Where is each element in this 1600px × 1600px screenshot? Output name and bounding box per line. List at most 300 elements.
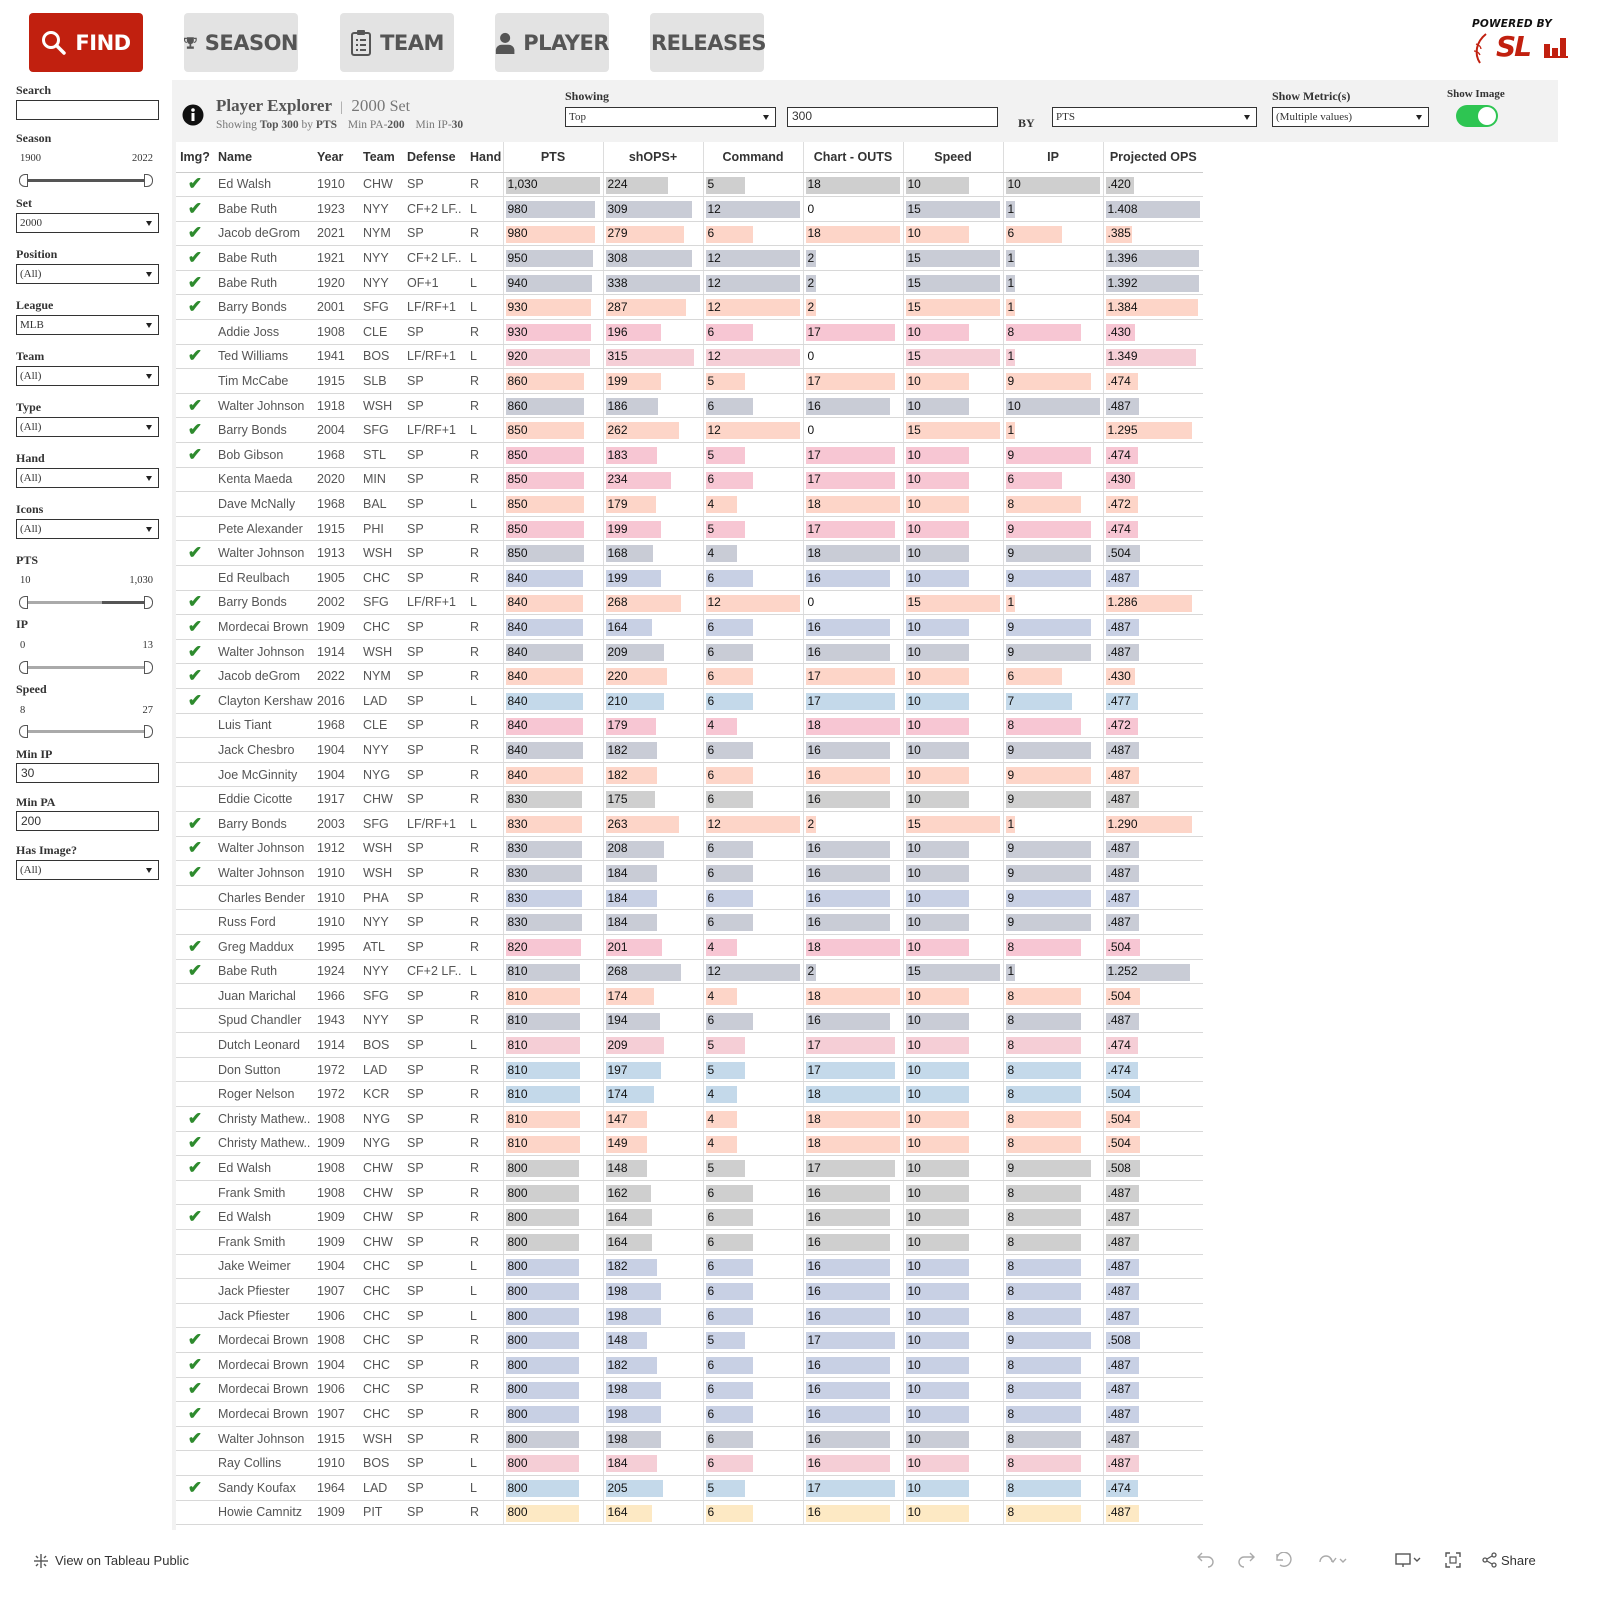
checkmark-icon: ✔ <box>187 592 203 612</box>
has-image-cell <box>176 1205 214 1230</box>
chart-outs-value: 17 <box>807 521 821 536</box>
fullscreen-icon[interactable] <box>1443 1552 1463 1568</box>
set-label: Set <box>16 196 32 210</box>
pts-value: 830 <box>507 865 528 880</box>
shops-value: 198 <box>607 1284 628 1299</box>
hand-select[interactable] <box>16 468 159 488</box>
table-row[interactable] <box>176 1082 1203 1107</box>
command-value: 6 <box>707 1308 715 1323</box>
has-image-cell <box>176 295 214 320</box>
command-column-header[interactable]: Command <box>703 142 803 172</box>
table-row[interactable] <box>176 639 1203 664</box>
chevron-down-icon <box>146 476 152 481</box>
table-row[interactable] <box>176 541 1203 566</box>
projected-ops-value: .474 <box>1107 521 1131 536</box>
table-row[interactable] <box>176 221 1203 246</box>
has-image-cell <box>176 344 214 369</box>
pts-column-header[interactable]: PTS <box>503 142 603 172</box>
year-cell: 1909 <box>313 1205 359 1230</box>
player-name-cell[interactable]: Clayton Kershaw <box>214 688 313 713</box>
table-row[interactable] <box>176 984 1203 1009</box>
player-name-cell[interactable]: Babe Ruth <box>214 246 313 271</box>
table-row[interactable] <box>176 369 1203 394</box>
player-name-cell[interactable]: Barry Bonds <box>214 295 313 320</box>
player-name-cell[interactable]: Ted Williams <box>214 344 313 369</box>
table-row[interactable] <box>176 1500 1203 1525</box>
player-name-cell[interactable]: Jack Chesbro <box>214 738 313 763</box>
position-label: Position <box>16 247 58 261</box>
player-name-cell[interactable]: Mordecai Brown <box>214 1377 313 1402</box>
table-row[interactable] <box>176 295 1203 320</box>
defense-cell: SP <box>403 1033 466 1058</box>
table-row[interactable] <box>176 590 1203 615</box>
powered-by-text: POWERED BY <box>1472 18 1553 30</box>
has-image-cell <box>176 1303 214 1328</box>
table-row[interactable] <box>176 1230 1203 1255</box>
player-name-cell[interactable]: Frank Smith <box>214 1230 313 1255</box>
hand-cell: R <box>466 1353 503 1378</box>
player-name-cell[interactable]: Mordecai Brown <box>214 615 313 640</box>
command-value: 12 <box>707 349 721 364</box>
player-name-cell[interactable]: Howie Camnitz <box>214 1500 313 1525</box>
search-input[interactable] <box>16 100 159 120</box>
player-name-cell[interactable]: Ed Walsh <box>214 1205 313 1230</box>
has-image-label: Has Image? <box>16 843 77 857</box>
min-pa-input[interactable]: 200 <box>16 811 159 831</box>
player-name-cell[interactable]: Mordecai Brown <box>214 1402 313 1427</box>
ip-value: 10 <box>1007 177 1021 192</box>
table-row[interactable] <box>176 1303 1203 1328</box>
chart-outs-cell <box>803 221 903 246</box>
table-row[interactable] <box>176 1279 1203 1304</box>
player-name-cell[interactable]: Bob Gibson <box>214 443 313 468</box>
command-value: 6 <box>707 865 715 880</box>
team-column-header[interactable]: Team <box>359 142 403 172</box>
pts-value: 820 <box>507 939 528 954</box>
player-name-cell[interactable]: Dave McNally <box>214 492 313 517</box>
chart-outs-value: 17 <box>807 669 821 684</box>
speed-slider[interactable] <box>24 730 152 733</box>
player-name-cell[interactable]: Walter Johnson <box>214 836 313 861</box>
table-row[interactable] <box>176 910 1203 935</box>
ip-bar <box>1006 1283 1081 1300</box>
table-row[interactable] <box>176 1328 1203 1353</box>
table-row[interactable] <box>176 320 1203 345</box>
speed-value: 10 <box>907 177 921 192</box>
table-row[interactable] <box>176 270 1203 295</box>
redo-icon[interactable] <box>1236 1552 1256 1568</box>
icons-select[interactable] <box>16 519 159 539</box>
year-cell: 1920 <box>313 270 359 295</box>
shops-column-header[interactable]: shOPS+ <box>603 142 703 172</box>
player-button[interactable] <box>495 13 609 72</box>
chart-outs-cell <box>803 713 903 738</box>
ip-value: 8 <box>1007 497 1015 512</box>
projected-ops-value: .487 <box>1107 1210 1131 1225</box>
player-name-cell[interactable]: Babe Ruth <box>214 197 313 222</box>
player-name-cell[interactable]: Spud Chandler <box>214 1008 313 1033</box>
min-pa-label: Min PA <box>16 795 56 809</box>
has-image-cell <box>176 959 214 984</box>
pts-value: 800 <box>507 1456 528 1471</box>
table-row[interactable] <box>176 836 1203 861</box>
table-row[interactable] <box>176 713 1203 738</box>
table-row[interactable] <box>176 1131 1203 1156</box>
season-slider[interactable] <box>24 179 152 182</box>
table-row[interactable] <box>176 664 1203 689</box>
speed-cell <box>903 492 1003 517</box>
table-row[interactable] <box>176 762 1203 787</box>
player-name-cell[interactable]: Christy Mathew.. <box>214 1131 313 1156</box>
table-row[interactable] <box>176 172 1203 197</box>
team-cell: NYY <box>359 738 403 763</box>
table-row[interactable] <box>176 1156 1203 1181</box>
player-name-cell[interactable]: Jacob deGrom <box>214 221 313 246</box>
speed-cell <box>903 1426 1003 1451</box>
table-row[interactable] <box>176 861 1203 886</box>
command-value: 12 <box>707 251 721 266</box>
season-button[interactable] <box>184 13 298 72</box>
has-image-cell <box>176 1180 214 1205</box>
player-name-cell[interactable]: Joe McGinnity <box>214 762 313 787</box>
player-name-cell[interactable]: Walter Johnson <box>214 861 313 886</box>
view-on-tableau-link[interactable]: View on Tableau Public <box>55 1553 189 1568</box>
chart-outs-value: 18 <box>807 718 821 733</box>
pts-value: 800 <box>507 1161 528 1176</box>
table-row[interactable] <box>176 344 1203 369</box>
player-name-cell[interactable]: Luis Tiant <box>214 713 313 738</box>
chart-outs-value: 17 <box>807 693 821 708</box>
speed-cell <box>903 1057 1003 1082</box>
season-slider-min-handle[interactable] <box>19 174 28 187</box>
player-name-cell[interactable]: Walter Johnson <box>214 393 313 418</box>
find-button[interactable] <box>29 13 143 72</box>
table-row[interactable] <box>176 688 1203 713</box>
shops-cell <box>603 344 703 369</box>
player-name-cell[interactable]: Kenta Maeda <box>214 467 313 492</box>
shops-cell <box>603 1475 703 1500</box>
count-input[interactable]: 300 <box>787 107 998 127</box>
player-name-cell[interactable]: Pete Alexander <box>214 516 313 541</box>
checkmark-icon: ✔ <box>187 690 203 710</box>
hand-cell: R <box>466 664 503 689</box>
type-select[interactable] <box>16 417 159 437</box>
table-row[interactable] <box>176 467 1203 492</box>
speed-value: 10 <box>907 742 921 757</box>
player-name-cell[interactable]: Ed Walsh <box>214 1156 313 1181</box>
chart-outs-column-header[interactable]: Chart - OUTS <box>803 142 903 172</box>
player-name-cell[interactable]: Christy Mathew.. <box>214 1107 313 1132</box>
projected-ops-column-header[interactable]: Projected OPS <box>1103 142 1203 172</box>
by-select[interactable] <box>1052 107 1257 127</box>
chart-outs-cell <box>803 246 903 271</box>
chart-outs-cell <box>803 566 903 591</box>
info-icon[interactable] <box>182 104 204 126</box>
table-row[interactable] <box>176 246 1203 271</box>
speed-cell <box>903 566 1003 591</box>
speed-value: 10 <box>907 1382 921 1397</box>
player-name-cell[interactable]: Jacob deGrom <box>214 664 313 689</box>
table-row[interactable] <box>176 1402 1203 1427</box>
table-row[interactable] <box>176 1057 1203 1082</box>
defense-cell: SP <box>403 738 466 763</box>
player-name-cell[interactable]: Juan Marichal <box>214 984 313 1009</box>
shops-cell <box>603 1033 703 1058</box>
releases-label: RELEASES <box>650 30 767 55</box>
chart-outs-value: 16 <box>807 915 821 930</box>
speed-column-header[interactable]: Speed <box>903 142 1003 172</box>
table-row[interactable] <box>176 443 1203 468</box>
ip-bar <box>1006 767 1091 784</box>
pts-value: 860 <box>507 374 528 389</box>
command-cell <box>703 418 803 443</box>
player-name-cell[interactable]: Barry Bonds <box>214 590 313 615</box>
ip-value: 8 <box>1007 1087 1015 1102</box>
speed-cell <box>903 984 1003 1009</box>
table-row[interactable] <box>176 1033 1203 1058</box>
table-row[interactable] <box>176 1107 1203 1132</box>
pts-value: 800 <box>507 1234 528 1249</box>
table-row[interactable] <box>176 492 1203 517</box>
ip-value: 8 <box>1007 1357 1015 1372</box>
ip-cell <box>1003 467 1103 492</box>
ip-value: 9 <box>1007 841 1015 856</box>
type-label: Type <box>16 400 42 414</box>
year-column-header[interactable]: Year <box>313 142 359 172</box>
undo-icon[interactable] <box>1196 1552 1216 1568</box>
table-row[interactable] <box>176 787 1203 812</box>
table-row[interactable] <box>176 959 1203 984</box>
speed-cell <box>903 1475 1003 1500</box>
ip-slider-max-handle[interactable] <box>144 661 153 674</box>
season-filter-label: Season <box>16 131 52 145</box>
ip-slider[interactable] <box>24 666 152 669</box>
player-name-cell[interactable]: Addie Joss <box>214 320 313 345</box>
pts-value: 830 <box>507 841 528 856</box>
min-ip-input[interactable]: 30 <box>16 763 159 783</box>
table-row[interactable] <box>176 393 1203 418</box>
ip-column-header[interactable]: IP <box>1003 142 1103 172</box>
pts-cell <box>503 221 603 246</box>
command-value: 4 <box>707 718 715 733</box>
command-value: 6 <box>707 669 715 684</box>
defense-column-header[interactable]: Defense <box>403 142 466 172</box>
player-name-cell[interactable]: Babe Ruth <box>214 959 313 984</box>
pts-value: 840 <box>507 693 528 708</box>
shops-value: 198 <box>607 1431 628 1446</box>
speed-value: 10 <box>907 767 921 782</box>
player-name-cell[interactable]: Walter Johnson <box>214 541 313 566</box>
player-name-cell[interactable]: Greg Maddux <box>214 934 313 959</box>
shops-value: 279 <box>607 226 628 241</box>
table-row[interactable] <box>176 1377 1203 1402</box>
table-row[interactable] <box>176 615 1203 640</box>
command-cell <box>703 221 803 246</box>
table-row[interactable] <box>176 1426 1203 1451</box>
player-name-cell[interactable]: Mordecai Brown <box>214 1353 313 1378</box>
checkmark-icon: ✔ <box>187 616 203 636</box>
player-name-cell[interactable]: Frank Smith <box>214 1180 313 1205</box>
img-column-header[interactable]: Img? <box>176 142 214 172</box>
has-image-cell <box>176 197 214 222</box>
table-row[interactable] <box>176 197 1203 222</box>
table-row[interactable] <box>176 811 1203 836</box>
team-cell: WSH <box>359 639 403 664</box>
checkmark-icon: ✔ <box>187 1354 203 1374</box>
command-value: 5 <box>707 177 715 192</box>
projected-ops-value: .487 <box>1107 915 1131 930</box>
ip-value: 8 <box>1007 1062 1015 1077</box>
player-name-cell[interactable]: Tim McCabe <box>214 369 313 394</box>
pts-slider[interactable] <box>24 601 152 604</box>
projected-ops-cell <box>1103 369 1203 394</box>
projected-ops-cell <box>1103 1205 1203 1230</box>
pts-cell <box>503 1033 603 1058</box>
has-image-select[interactable] <box>16 860 159 880</box>
table-row[interactable] <box>176 1008 1203 1033</box>
player-name-cell[interactable]: Barry Bonds <box>214 811 313 836</box>
hand-cell: R <box>466 566 503 591</box>
player-name-cell[interactable]: Ray Collins <box>214 1451 313 1476</box>
ip-cell <box>1003 516 1103 541</box>
speed-value: 10 <box>907 447 921 462</box>
download-icon[interactable] <box>1394 1552 1424 1568</box>
showing-label: Showing <box>565 89 610 103</box>
ip-value: 8 <box>1007 718 1015 733</box>
pts-cell <box>503 1353 603 1378</box>
player-name-cell[interactable]: Russ Ford <box>214 910 313 935</box>
year-cell: 1904 <box>313 738 359 763</box>
ip-slider-min-handle[interactable] <box>19 661 28 674</box>
team-button[interactable] <box>340 13 454 72</box>
chart-outs-value: 17 <box>807 472 821 487</box>
table-row[interactable] <box>176 1475 1203 1500</box>
table-row[interactable] <box>176 885 1203 910</box>
player-name-cell[interactable]: Walter Johnson <box>214 639 313 664</box>
chart-outs-value: 17 <box>807 1333 821 1348</box>
player-name-cell[interactable]: Ed Walsh <box>214 172 313 197</box>
speed-slider-min-handle[interactable] <box>19 725 28 738</box>
player-name-cell[interactable]: Eddie Cicotte <box>214 787 313 812</box>
defense-cell: SP <box>403 1377 466 1402</box>
speed-slider-max-handle[interactable] <box>144 725 153 738</box>
defense-cell: SP <box>403 172 466 197</box>
projected-ops-value: .487 <box>1107 1505 1131 1520</box>
name-column-header[interactable]: Name <box>214 142 313 172</box>
projected-ops-cell <box>1103 172 1203 197</box>
player-name-cell[interactable]: Don Sutton <box>214 1057 313 1082</box>
player-name-cell[interactable]: Charles Bender <box>214 885 313 910</box>
player-name-cell[interactable]: Ed Reulbach <box>214 566 313 591</box>
table-row[interactable] <box>176 1451 1203 1476</box>
table-row[interactable] <box>176 418 1203 443</box>
year-cell: 2001 <box>313 295 359 320</box>
team-select[interactable] <box>16 366 159 386</box>
projected-ops-value: .487 <box>1107 619 1131 634</box>
pts-slider-min-handle[interactable] <box>19 596 28 609</box>
pts-cell <box>503 984 603 1009</box>
share-button[interactable]: Share <box>1501 1553 1536 1568</box>
player-name-cell[interactable]: Barry Bonds <box>214 418 313 443</box>
table-row[interactable] <box>176 516 1203 541</box>
table-row[interactable] <box>176 1205 1203 1230</box>
player-name-cell[interactable]: Jack Pfiester <box>214 1303 313 1328</box>
table-row[interactable] <box>176 1254 1203 1279</box>
speed-cell <box>903 172 1003 197</box>
projected-ops-cell <box>1103 1131 1203 1156</box>
defense-cell: SP <box>403 861 466 886</box>
showing-select[interactable] <box>565 107 776 127</box>
command-cell <box>703 1230 803 1255</box>
speed-value: 10 <box>907 792 921 807</box>
pause-updates-icon[interactable] <box>1312 1552 1352 1568</box>
chart-outs-value: 16 <box>807 1308 821 1323</box>
command-cell <box>703 1500 803 1525</box>
ip-value: 10 <box>1007 398 1021 413</box>
command-value: 6 <box>707 1406 715 1421</box>
chart-outs-value: 17 <box>807 1480 821 1495</box>
year-cell: 1908 <box>313 320 359 345</box>
pts-slider-max-handle[interactable] <box>144 596 153 609</box>
command-value: 5 <box>707 1161 715 1176</box>
has-image-cell <box>176 910 214 935</box>
shops-value: 148 <box>607 1161 628 1176</box>
table-row[interactable] <box>176 1180 1203 1205</box>
pts-cell <box>503 197 603 222</box>
player-name-cell[interactable]: Jake Weimer <box>214 1254 313 1279</box>
show-image-toggle[interactable] <box>1456 105 1498 127</box>
year-cell: 1995 <box>313 934 359 959</box>
year-cell: 1904 <box>313 1254 359 1279</box>
season-slider-max-handle[interactable] <box>144 174 153 187</box>
projected-ops-value: 1.252 <box>1107 964 1138 979</box>
player-name-cell[interactable]: Dutch Leonard <box>214 1033 313 1058</box>
team-cell: CHW <box>359 172 403 197</box>
chart-outs-cell <box>803 688 903 713</box>
hand-column-header[interactable]: Hand <box>466 142 503 172</box>
metrics-select[interactable] <box>1272 107 1429 127</box>
revert-icon[interactable] <box>1275 1552 1295 1568</box>
year-cell: 1913 <box>313 541 359 566</box>
player-name-cell[interactable]: Mordecai Brown <box>214 1328 313 1353</box>
player-name-cell[interactable]: Babe Ruth <box>214 270 313 295</box>
shops-cell <box>603 639 703 664</box>
tableau-icon <box>33 1553 49 1569</box>
chart-outs-value: 16 <box>807 570 821 585</box>
player-name-cell[interactable]: Walter Johnson <box>214 1426 313 1451</box>
position-select[interactable] <box>16 264 159 284</box>
player-name-cell[interactable]: Jack Pfiester <box>214 1279 313 1304</box>
table-row[interactable] <box>176 1353 1203 1378</box>
command-cell <box>703 615 803 640</box>
table-row[interactable] <box>176 934 1203 959</box>
table-row[interactable] <box>176 566 1203 591</box>
pts-cell <box>503 172 603 197</box>
league-select[interactable] <box>16 315 159 335</box>
projected-ops-cell <box>1103 811 1203 836</box>
pts-value: 800 <box>507 1210 528 1225</box>
player-name-cell[interactable]: Roger Nelson <box>214 1082 313 1107</box>
speed-value: 10 <box>907 570 921 585</box>
pts-value: 800 <box>507 1284 528 1299</box>
ip-cell <box>1003 590 1103 615</box>
table-row[interactable] <box>176 738 1203 763</box>
set-select[interactable] <box>16 213 159 233</box>
share-icon[interactable] <box>1480 1552 1500 1568</box>
player-name-cell[interactable]: Sandy Koufax <box>214 1475 313 1500</box>
ip-cell <box>1003 1353 1103 1378</box>
releases-button[interactable] <box>650 13 767 72</box>
